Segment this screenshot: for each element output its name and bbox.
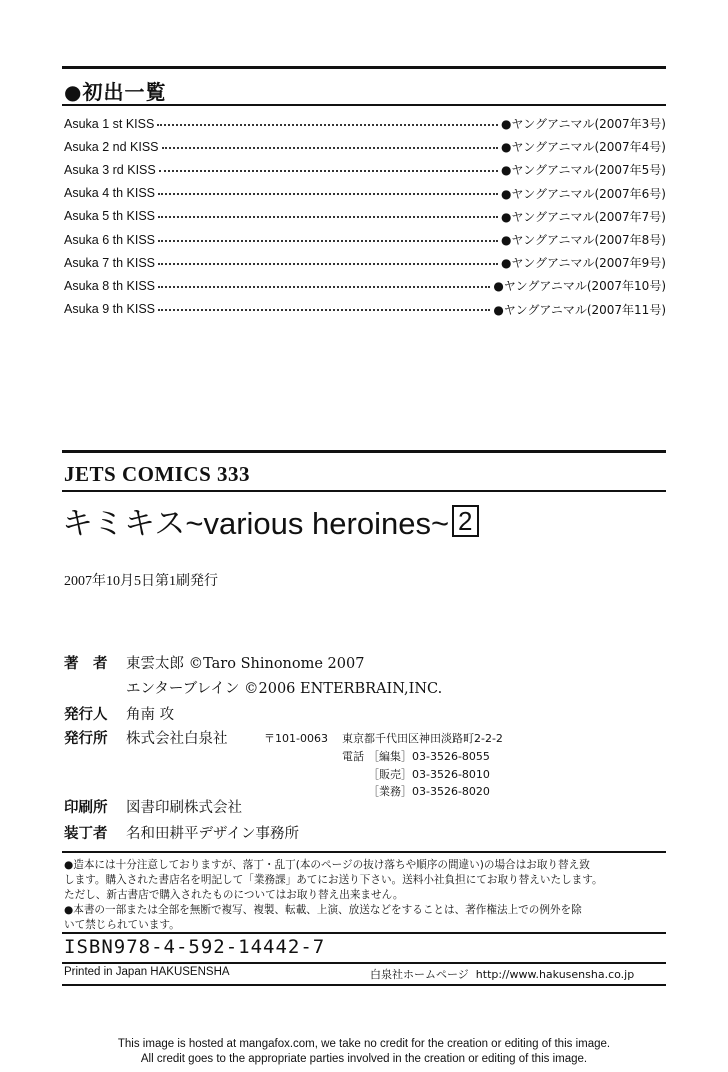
phone-edit: ［編集］03-3526-8055 — [368, 750, 490, 763]
publisher-person-row: 発行人 角南 攻 — [64, 706, 175, 723]
list-item: Asuka 1 st KISS ●ヤングアニマル(2007年3号) — [64, 116, 666, 132]
credit-line-2: All credit goes to the appropriate parties involved in the creation or editing of this image. — [140, 1053, 588, 1065]
isbn-rule — [62, 962, 666, 964]
credit-line-1: This image is hosted at mangafox.com, we take no credit for the creation or editing of this image. — [117, 1038, 611, 1050]
postal-code: 〒101-0063 — [264, 732, 328, 745]
list-item: Asuka 6 th KISS ●ヤングアニマル(2007年8号) — [64, 232, 666, 248]
series-label: JETS COMICS 333 — [64, 462, 251, 486]
phone-business: ［業務］03-3526-8020 — [368, 785, 490, 798]
list-item: Asuka 8 th KISS ●ヤングアニマル(2007年10号) — [64, 278, 666, 294]
homepage-label: 白泉社ホームページ — [370, 968, 469, 981]
address: 東京都千代田区神田淡路町2-2-2 — [342, 732, 503, 745]
phone-label: 電話 — [342, 750, 364, 763]
colophon-top-rule — [62, 450, 666, 453]
bottom-rule — [62, 984, 666, 986]
first-appearance-list — [64, 112, 666, 321]
list-item: Asuka 2 nd KISS ●ヤングアニマル(2007年4号) — [64, 139, 666, 155]
printer-row: 印刷所 図書印刷株式会社 — [64, 799, 242, 816]
list-item: Asuka 4 th KISS ●ヤングアニマル(2007年6号) — [64, 186, 666, 201]
book-title: キミキス~various heroines~ 2 — [62, 498, 479, 543]
list-item: Asuka 7 th KISS ●ヤングアニマル(2007年9号) — [64, 255, 666, 271]
notice-bottom-rule — [62, 932, 666, 934]
notice-top-rule — [62, 851, 666, 853]
publisher-row: 発行所 株式会社白泉社 — [64, 730, 228, 747]
list-item: Asuka 3 rd KISS ●ヤングアニマル(2007年5号) — [64, 162, 666, 178]
printed-in: Printed in Japan HAKUSENSHA — [64, 966, 230, 978]
licensor-row: エンターブレイン ©2006 ENTERBRAIN,INC. — [126, 681, 443, 697]
volume-number: 2 — [452, 505, 478, 537]
phone-sales: ［販売］03-3526-8010 — [368, 768, 490, 781]
publication-date: 2007年10月5日第1刷発行 — [64, 574, 218, 589]
series-rule — [62, 490, 666, 492]
list-item: Asuka 9 th KISS ●ヤングアニマル(2007年11号) — [64, 302, 666, 317]
isbn: ISBN978-4-592-14442-7 — [64, 936, 326, 958]
heading-rule — [62, 104, 666, 106]
author-row: 著 者 東雲太郎 ©Taro Shinonome 2007 — [64, 655, 365, 672]
designer-row: 装丁者 名和田耕平デザイン事務所 — [64, 825, 299, 842]
first-appearance-heading: ●初出一覧 — [64, 80, 167, 104]
top-rule — [62, 66, 666, 69]
homepage-url: http://www.hakusensha.co.jp — [475, 968, 635, 981]
notice-text: ●造本には十分注意しておりますが、落丁・乱丁(本のページの抜け落ちや順序の間違い)の場合はお取り替え致 します。購入された書店名を明記して「業務課」あてにお送り下さい。送料小社負担にてお取り替えいたします。 ただし、新古書店で購入されたものについてはお取り替え出来ません。 ●本書の一部または全部を無断で複写、複製、転載、上演、放送などをすることは、著作権法上での例外を除 いて禁じられています。 — [64, 859, 603, 931]
homepage — [370, 966, 634, 982]
list-item: Asuka 5 th KISS ●ヤングアニマル(2007年7号) — [64, 209, 666, 224]
